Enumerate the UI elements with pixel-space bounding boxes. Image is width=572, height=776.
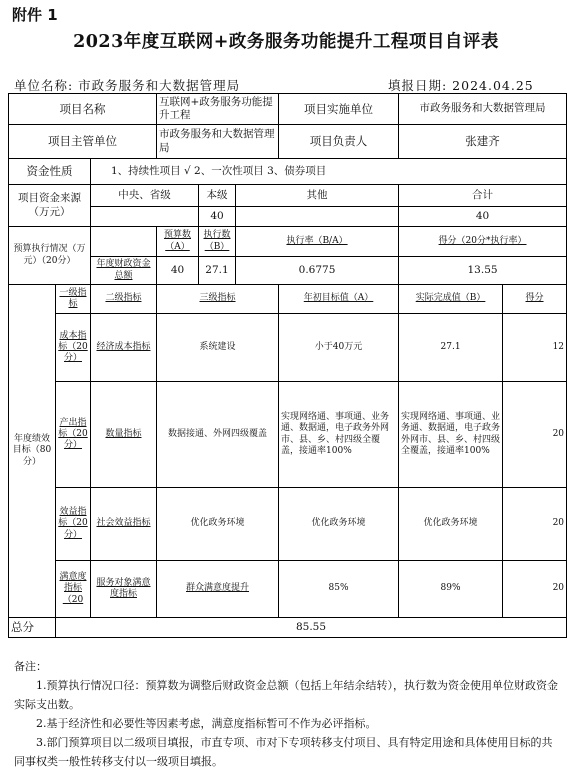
output-actual: 实现网络通、事项通、业务通、数据通，电子政务外网市、县、乡、村四级全覆盖，接通率100% (399, 382, 503, 488)
report-date: 填报日期: 2024.04.25 (388, 78, 534, 93)
annual-fund-label: 年度财政资金总额 (91, 257, 157, 285)
cost-score: 12 (503, 314, 567, 382)
benefit-indicator-label: 效益指标（20分） (56, 488, 91, 561)
perf-goal-label: 年度绩效目标（80分） (9, 285, 56, 618)
exec-rate-header: 执行率（B/A） (236, 227, 399, 257)
leader-label: 项目负责人 (279, 125, 399, 159)
cost-level2: 经济成本指标 (91, 314, 157, 382)
fund-central-header: 中央、省级 (91, 185, 199, 207)
benefit-actual: 优化政务环境 (399, 488, 503, 561)
mgr-unit-value: 市政务服务和大数据管理局 (157, 125, 279, 159)
output-level2: 数量指标 (91, 382, 157, 488)
notes-section (14, 657, 562, 771)
fund-other-header: 其他 (236, 185, 399, 207)
benefit-score: 20 (503, 488, 567, 561)
satisfaction-score: 20 (503, 561, 567, 618)
self-evaluation-table (8, 93, 567, 638)
benefit-level3: 优化政务环境 (157, 488, 279, 561)
mgr-unit-label: 项目主管单位 (9, 125, 157, 159)
budget-score-value: 13.55 (399, 257, 567, 285)
total-score-value: 85.55 (56, 618, 567, 638)
impl-unit-value: 市政务服务和大数据管理局 (399, 94, 567, 125)
project-name-label: 项目名称 (9, 94, 157, 125)
notes-heading: 备注： (14, 660, 47, 673)
note-2: 2.基于经济性和必要性等因素考虑，满意度指标暂可不作为必评指标。 (36, 717, 377, 730)
benefit-target: 优化政务环境 (279, 488, 399, 561)
actual-header: 实际完成值（B） (399, 285, 503, 314)
fund-central-value (91, 207, 199, 227)
output-score: 20 (503, 382, 567, 488)
unit-name: 单位名称: 市政务服务和大数据管理局 (14, 78, 241, 93)
fund-source-label: 项目资金来源（万元） (9, 185, 91, 227)
fund-local-value: 40 (199, 207, 236, 227)
satisfaction-indicator-label: 满意度指标（20 (56, 561, 91, 618)
cost-indicator-label: 成本指标（20分） (56, 314, 91, 382)
target-header: 年初目标值（A） (279, 285, 399, 314)
attachment-label: 附件 1 (12, 6, 58, 24)
output-level3: 数据接通、外网四级覆盖 (157, 382, 279, 488)
budget-exec-label: 预算执行情况（万元）（20分） (9, 227, 91, 285)
exec-value: 27.1 (199, 257, 236, 285)
satisfaction-level3: 群众满意度提升 (157, 561, 279, 618)
budget-a-header: 预算数（A） (157, 227, 199, 257)
satisfaction-actual: 89% (399, 561, 503, 618)
output-indicator-label: 产出指标（20分） (56, 382, 91, 488)
impl-unit-label: 项目实施单位 (279, 94, 399, 125)
exec-b-header: 执行数（B） (199, 227, 236, 257)
fund-local-header: 本级 (199, 185, 236, 207)
fund-nature-label: 资金性质 (9, 159, 91, 185)
cost-actual: 27.1 (399, 314, 503, 382)
note-1: 1.预算执行情况口径：预算数为调整后财政资金总额（包括上年结余结转），执行数为资金使用单位财政资金实际支出数。 (14, 679, 558, 711)
leader-value: 张建齐 (399, 125, 567, 159)
level1-header: 一级指标 (56, 285, 91, 314)
fund-total-value: 40 (399, 207, 567, 227)
fund-other-value (236, 207, 399, 227)
budget-value: 40 (157, 257, 199, 285)
output-target: 实现网络通、事项通、业务通、数据通，电子政务外网市、县、乡、村四级全覆盖，接通率100% (279, 382, 399, 488)
satisfaction-level2: 服务对象满意度指标 (91, 561, 157, 618)
benefit-level2: 社会效益指标 (91, 488, 157, 561)
project-name-value: 互联网+政务服务功能提升工程 (157, 94, 279, 125)
cost-level3: 系统建设 (157, 314, 279, 382)
score-header: 得分 (503, 285, 567, 314)
fund-total-header: 合计 (399, 185, 567, 207)
page-title: 2023年度互联网+政务服务功能提升工程项目自评表 (73, 32, 499, 52)
total-score-label: 总分 (9, 618, 56, 638)
satisfaction-target: 85% (279, 561, 399, 618)
level3-header: 三级指标 (157, 285, 279, 314)
budget-score-header: 得分（20分*执行率） (399, 227, 567, 257)
note-3: 3.部门预算项目以二级项目填报，市直专项、市对下专项转移支付项目、具有特定用途和具体使用目标的共同事权类一般性转移支付以一级项目填报。 (14, 736, 553, 768)
fund-nature-value: 1、持续性项目 √ 2、一次性项目 3、债券项目 (91, 159, 567, 185)
level2-header: 二级指标 (91, 285, 157, 314)
exec-rate-value: 0.6775 (236, 257, 399, 285)
cost-target: 小于40万元 (279, 314, 399, 382)
budget-blank-cell (91, 227, 157, 257)
